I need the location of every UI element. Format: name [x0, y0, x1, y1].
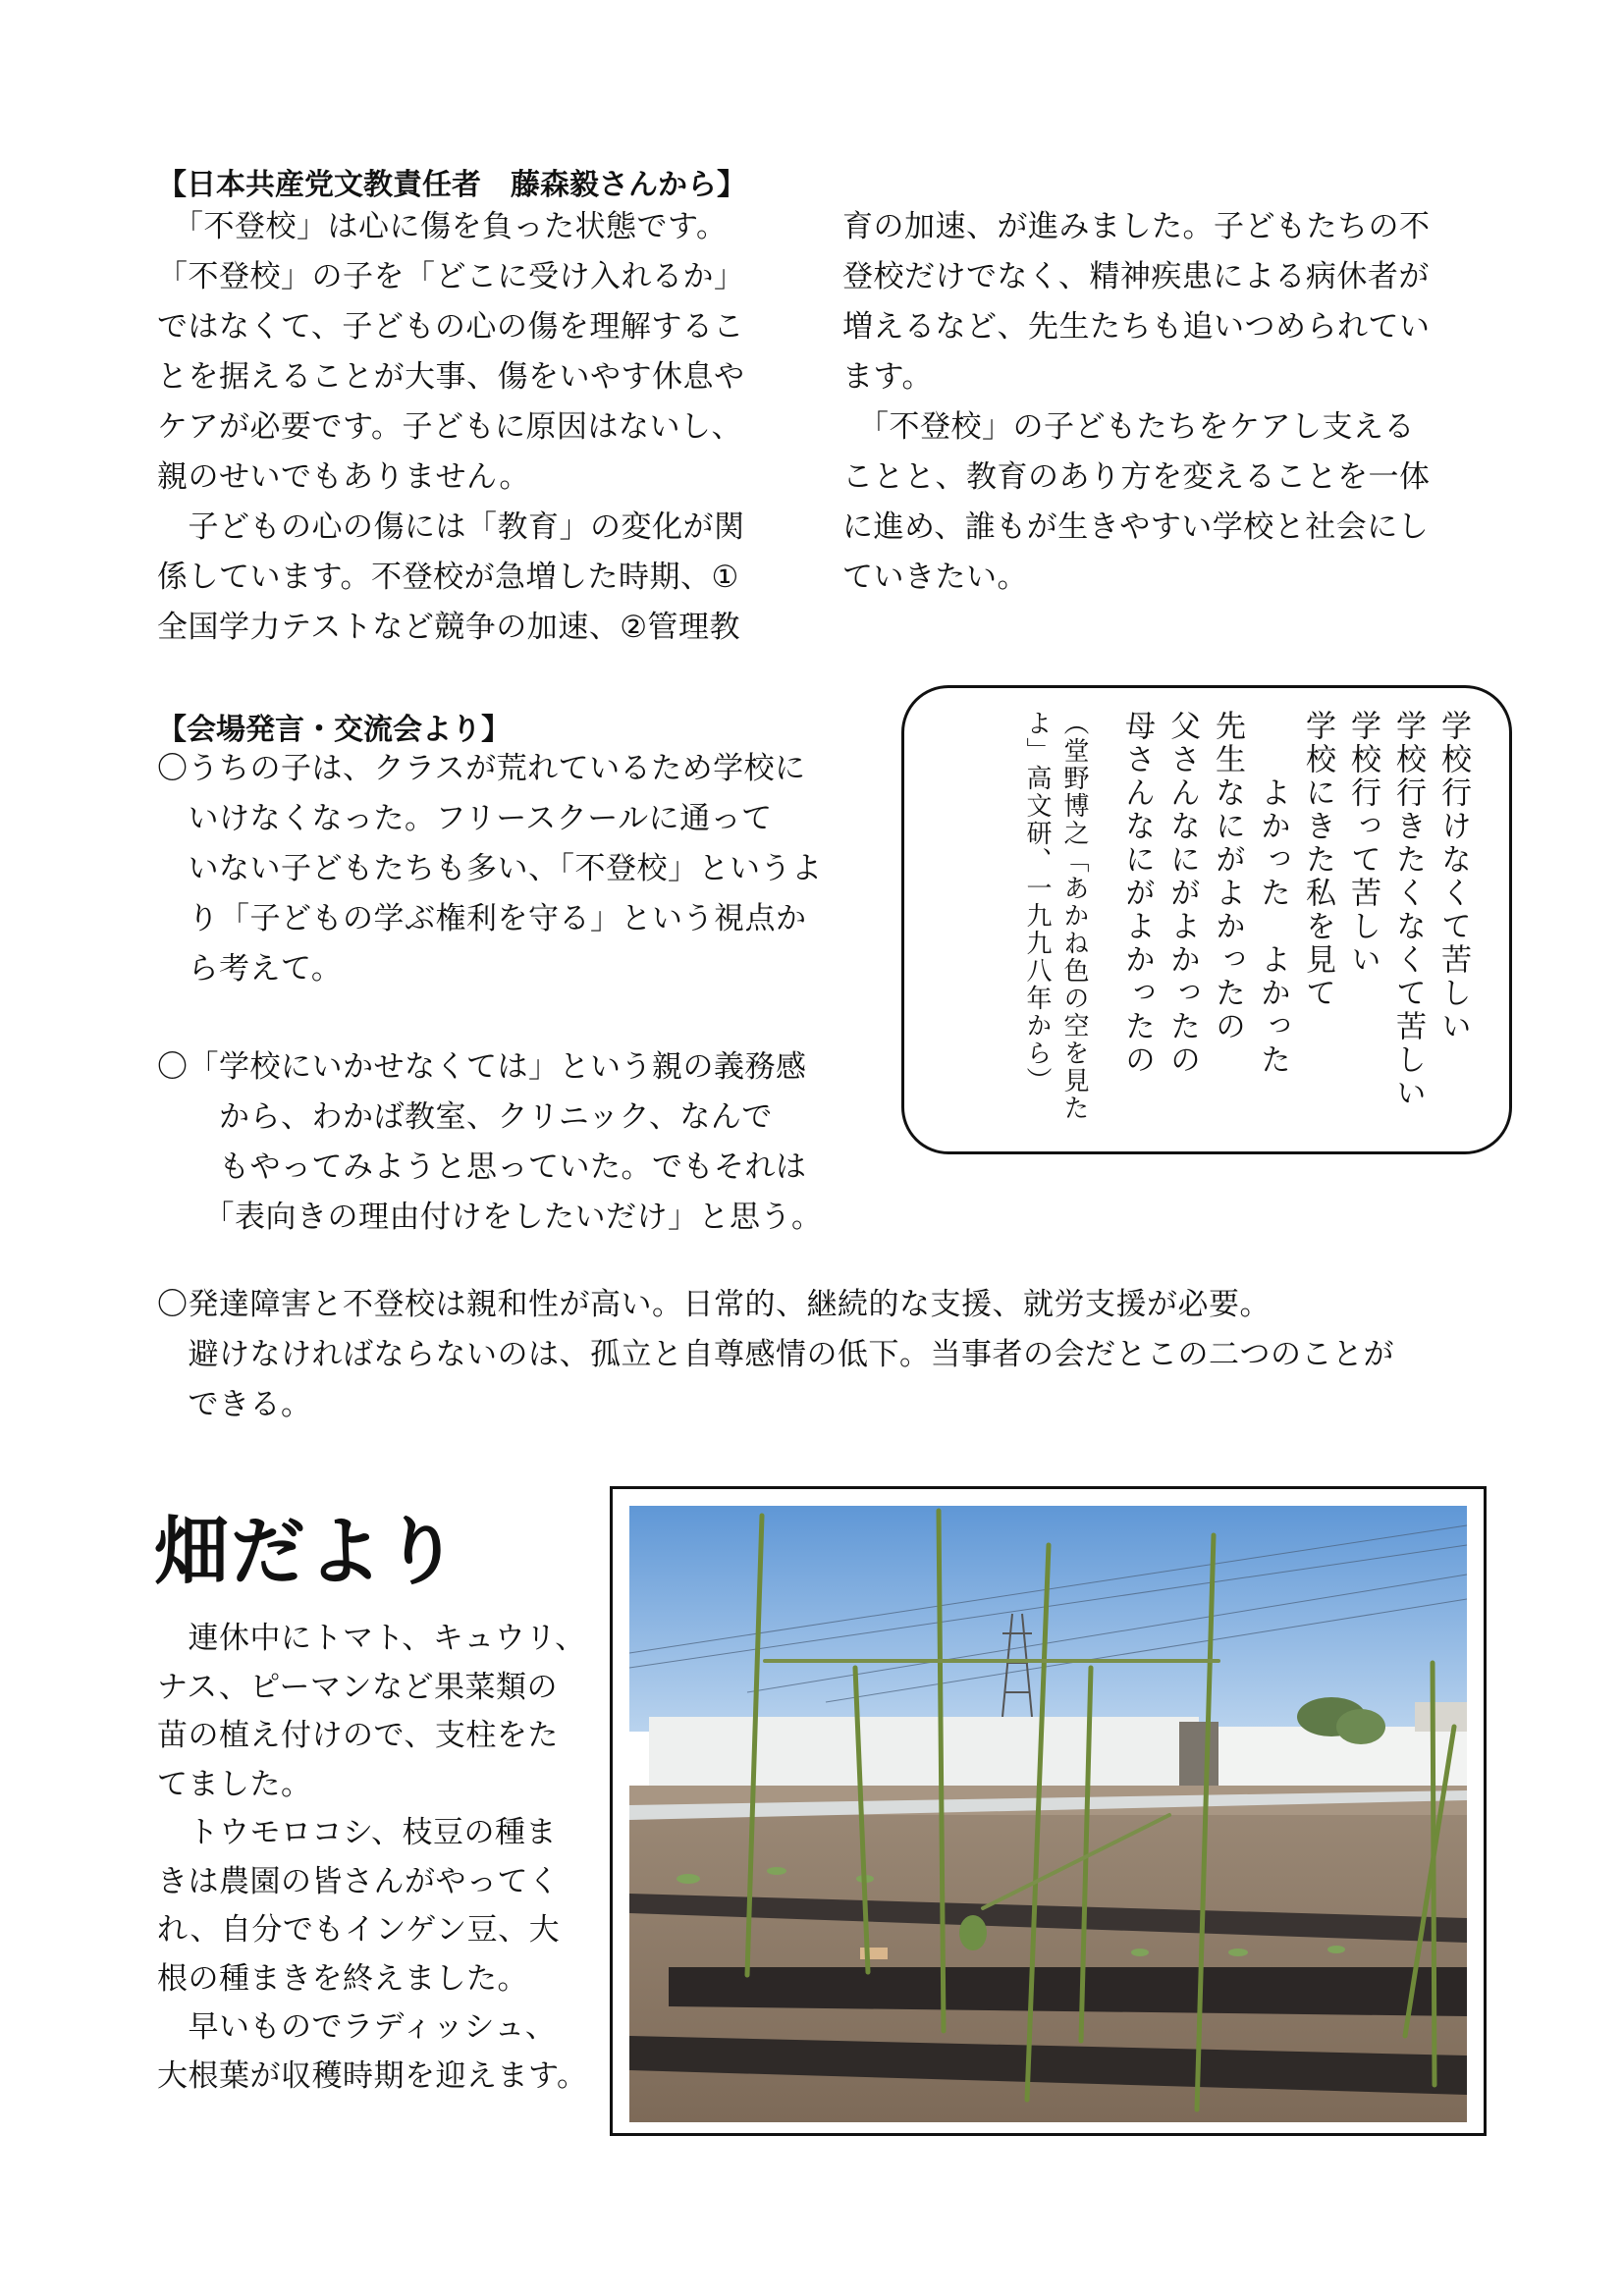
text-line: 子どもの心の傷には「教育」の変化が関 — [157, 509, 745, 545]
poem-line: 母さんなにがよかったの — [1119, 710, 1155, 1077]
text-line: 〇「学校にいかせなくては」という親の義務感 — [157, 1049, 807, 1085]
farm-photo-frame — [610, 1486, 1487, 2136]
text-line: いけなくなった。フリースクールに通って — [157, 801, 773, 836]
poem-line: 学校行って苦しい — [1345, 710, 1380, 977]
text-line: ではなくて、子どもの心の傷を理解するこ — [157, 309, 744, 345]
text-line: から、わかば教室、クリニック、なんで — [157, 1099, 773, 1135]
fujimori-right-column — [842, 202, 1431, 603]
field-photo-illustration — [629, 1506, 1467, 2122]
text-line: 苗の植え付けので、支柱をた — [157, 1718, 559, 1753]
poem-line: 学校にきた私を見て — [1300, 710, 1335, 1010]
text-line: いない子どもたちも多い、「不登校」というよ — [157, 851, 823, 886]
poem-source-line: （堂野博之「あかね色の空を見た — [1059, 710, 1089, 1122]
section-heading-venue-remarks: 【会場発言・交流会より】 — [157, 713, 511, 747]
text-line: 避けなければならないのは、孤立と自尊感情の低下。当事者の会だとこの二つのことが — [157, 1337, 1394, 1372]
poem-line: 学校行けなくて苦しい — [1435, 710, 1471, 1043]
text-line: 育の加速、が進みました。子どもたちの不 — [842, 209, 1431, 244]
text-line: 「不登校」の子どもたちをケアし支える — [842, 409, 1415, 445]
text-line: 登校だけでなく、精神疾患による病休者が — [842, 259, 1430, 294]
text-line: ら考えて。 — [157, 951, 343, 987]
poem-line: 父さんなにがよかったの — [1164, 710, 1200, 1077]
poem-line: 学校行きたくなくて苦しい — [1390, 710, 1426, 1110]
poem-columns — [1018, 710, 1476, 1122]
text-line: ことと、教育のあり方を変えることを一体 — [842, 459, 1431, 495]
text-line: 〇うちの子は、クラスが荒れているため学校に — [157, 751, 806, 786]
text-line: 全国学力テストなど競争の加速、②管理教 — [157, 610, 741, 645]
text-line: に進め、誰もが生きやすい学校と社会にし — [842, 509, 1430, 545]
text-line: できる。 — [157, 1387, 312, 1422]
text-line: 「表向きの理由付けをしたいだけ」と思う。 — [157, 1200, 823, 1235]
text-line: 〇発達障害と不登校は親和性が高い。日常的、継続的な支援、就労支援が必要。 — [157, 1287, 1271, 1322]
section-heading-fujimori: 【日本共産党文教責任者 藤森毅さんから】 — [157, 168, 746, 202]
text-line: ます。 — [842, 359, 934, 395]
text-line: とを据えることが大事、傷をいやす休息や — [157, 359, 745, 395]
text-line: 大根葉が収穫時期を迎えます。 — [157, 2057, 588, 2094]
text-line: れ、自分でもインゲン豆、大 — [157, 1912, 561, 1948]
remark-item-1 — [157, 744, 823, 994]
farm-news-title: 畑だより — [154, 1508, 460, 1595]
text-line: 根の種まきを終えました。 — [157, 1960, 528, 1997]
text-line: ケアが必要です。子どもに原因はないし、 — [157, 409, 743, 445]
text-line: 係しています。不登校が急増した時期、① — [157, 560, 739, 595]
farm-news-text — [157, 1615, 588, 2101]
text-line: 親のせいでもありません。 — [157, 459, 530, 495]
fujimori-left-column — [157, 202, 745, 653]
remark-item-2 — [157, 1042, 823, 1243]
text-line: ていきたい。 — [842, 560, 1028, 595]
text-line: 早いものでラディッシュ、 — [157, 2009, 557, 2045]
remark-item-3 — [157, 1280, 1394, 1430]
poem-box — [901, 685, 1512, 1154]
text-line: 「不登校」の子を「どこに受け入れるか」 — [157, 259, 745, 294]
text-line: り「子どもの学ぶ権利を守る」という視点か — [157, 901, 807, 936]
poem-line: 先生なにがよかったの — [1210, 710, 1245, 1043]
text-line: 「不登校」は心に傷を負った状態です。 — [157, 209, 728, 244]
text-line: 連休中にトマト、キュウリ、 — [157, 1621, 586, 1656]
text-line: 増えるなど、先生たちも追いつめられてい — [842, 309, 1431, 345]
farm-photo — [629, 1506, 1467, 2122]
text-line: てました。 — [157, 1766, 312, 1802]
text-line: きは農園の皆さんがやってく — [157, 1863, 560, 1899]
text-line: ナス、ピーマンなど果菜類の — [157, 1669, 558, 1705]
poem-source-line: よ」高文研、一九九八年から） — [1022, 710, 1052, 1095]
text-line: トウモロコシ、枝豆の種ま — [157, 1815, 558, 1850]
text-line: もやってみようと思っていた。でもそれは — [157, 1149, 807, 1185]
poem-line: よかった よかった — [1255, 710, 1290, 1077]
